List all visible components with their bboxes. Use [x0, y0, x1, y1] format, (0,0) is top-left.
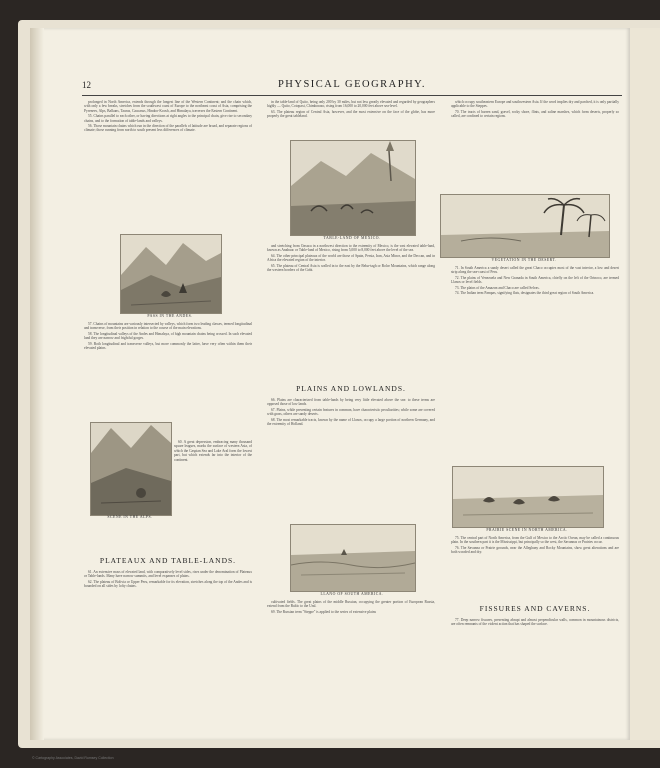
- paragraph: 70. The tracts of barren sand, gravel, rocky shore, flints, and saline marshes, which form deserts, properly so called, are confined to certain regions.: [451, 109, 619, 119]
- column-1-middle: [84, 322, 252, 351]
- paragraph: 61. An extensive mass of elevated land, with comparatively level sides, rises under the denomination of Plateaux or Table-lands. Many have narrow summits, and level expanses of plains.: [84, 570, 252, 579]
- paragraph: 63. The plateau region of Central Asia, however, and the most extensive on the face of the globe, has more properly the great tableland.: [267, 109, 435, 119]
- paragraph: 64. The other principal plateaux of the world are those of Spain, Persia, Iran, Asia Minor, and the Deccan, and in Africa the elevated region of the interior.: [267, 253, 435, 263]
- paragraph: which occupy southeastern Europe and southwestern Asia. If the word implies dry and parched, it is only partially applicable to the Steppes.: [451, 100, 619, 109]
- paragraph: 69. The Russian term "Steppe" is applied to the series of extensive plains: [271, 609, 376, 614]
- collection-credit: © Cartography Associates, David Rumsey Collection: [32, 756, 114, 760]
- column-3-middle: [451, 266, 619, 296]
- header-rule: [82, 95, 622, 96]
- engraving-pass-in-the-andes: [120, 234, 222, 314]
- caption-prairie-scene: PRAIRIE SCENE IN NORTH AMERICA.: [486, 528, 568, 532]
- paragraph: 57. Chains of mountains are variously intersected by valleys, which form two leading classes, termed longitudinal and transverse, from their position in relation to the course of the main elevations.: [84, 322, 252, 331]
- paragraph: 55. Chains parallel to each other, or having directions at right angles to the principal chain, give rise to secondary chains, and to the formation of table-lands and valleys.: [84, 114, 252, 123]
- paragraph: 60. A great depression, embracing many thousand square leagues, marks the surface of western Asia, of which the Caspian Sea and Lake Aral form the lowest part, but which extends far into the interior of the continent.: [174, 440, 252, 462]
- paragraph: cultivated fields. The great plains of the middle Russian, occupying the greater portion of European Russia, extend from the Baltic to the Ural.: [267, 600, 435, 609]
- paragraph: and stretching from Oaxaca in a northwest direction to the extremity of Mexico, is the vast elevated table-land, known as Anahuac or Table-land of Mexico, rising from 5,000 to 8,000 feet above the level of the sea.: [267, 244, 435, 253]
- section-heading-plateaux: PLATEAUX AND TABLE-LANDS.: [99, 556, 237, 565]
- column-2: [267, 100, 435, 120]
- facing-page-edge: [628, 28, 660, 740]
- page-header: [82, 80, 622, 94]
- column-1-side-text: [174, 440, 252, 463]
- caption-pass-in-the-andes: PASS IN THE ANDES.: [147, 314, 193, 318]
- running-title: PHYSICAL GEOGRAPHY.: [277, 79, 427, 90]
- engraving-prairie-scene: [452, 466, 604, 528]
- column-1-bottom: [84, 570, 252, 590]
- engraving-llano-of-south-america: [290, 524, 416, 592]
- paragraph: 62. The plateau of Bolivia or Upper Peru, remarkable for its elevation, stretches along the top of the Andes and is bounded on all sides by lofty chains.: [84, 579, 252, 589]
- paragraph: 71. In South America a sandy desert called the great Chaco occupies most of the vast interior, a low and desert strip along the sea-coast of Peru.: [451, 266, 619, 275]
- paragraph: 59. Both longitudinal and transverse valleys, but more commonly the latter, have very often within them their elevated plains.: [84, 341, 252, 351]
- column-2-bottom: [267, 600, 435, 615]
- paragraph: 74. The Indian term Pampas, signifying flats, designates the third great region of South America.: [455, 291, 595, 296]
- caption-scene-in-the-alps: SCENE IN THE ALPS.: [107, 515, 153, 519]
- caption-table-land-of-mexico: TABLE-LAND OF MEXICO.: [323, 236, 381, 240]
- paragraph: 56. Those mountain chains which run in the direction of the parallels of latitude are broad, and separate regions of climate; those running from north to south present less differences of climate.: [84, 124, 252, 133]
- caption-llano-of-south-america: LLANO OF SOUTH AMERICA.: [320, 592, 384, 596]
- paragraph: 66. Plains are characterized from table-lands by being very little elevated above the sea: to these terms are opposed those of low lands.: [267, 398, 435, 407]
- paragraph: 73. The plains of the Amazon and Chaco are called Selvas.: [455, 285, 540, 290]
- column-1: [84, 100, 252, 134]
- column-2-lower: [267, 398, 435, 427]
- paragraph: 77. Deep narrow fissures, presenting abrupt and almost perpendicular walls, common in mountainous districts, are often remnants of the violent action that has shaped the surface.: [451, 618, 619, 627]
- paragraph: 65. The plateau of Central Asia is walled in to the east by the Belur-tagh or Bolor Mountains, which range along the western borders of the Gobi.: [267, 263, 435, 273]
- paragraph: 76. The Savanna or Prairie grounds, near the Alleghany and Rocky Mountains, show great alterations and are both wooded and dry.: [451, 545, 619, 555]
- paragraph: 58. The longitudinal valleys of the Andes and Himalaya, of high mountain chains being crossed. In such elevated land they are narrow and frightful gorges.: [84, 331, 252, 341]
- engraving-table-land-of-mexico: [290, 140, 416, 236]
- paragraph: in the table-land of Quito, being only 200 by 30 miles, but not less greatly elevated and regarded by geographers highly — Quito, Cotopaxi, Chimborazo, rising from 16,000 to 20,000 feet above sea-level.: [267, 100, 435, 109]
- paragraph: 75. The central part of North America, from the Gulf of Mexico to the Arctic Ocean, may be called a continuous plain. In the southern part it is the Mississippi, but principally so the west, the Savannas or Prairies occur.: [451, 536, 619, 545]
- paragraph: 67. Plains, while presenting certain features in common, have characteristic peculiarities; while some are covered with grass, others are sandy deserts.: [267, 407, 435, 417]
- paragraph: 72. The plains of Venezuela and New Granada in South America, chiefly on the left of the Orinoco, are termed Llanos or level fields.: [451, 275, 619, 285]
- column-3-lower: [451, 536, 619, 556]
- page-gutter: [30, 28, 44, 740]
- column-2-middle: [267, 244, 435, 273]
- paragraph: prolonged in North America, extends through the longest line of the Western Continent; and the chain which, with only a few breaks, stretches from the southwest coast of Europe to the northeast coast of Asia, comprising the Pyrenees, Alps, Balkans, Taurus, Caucasus, Hindoo-Koosh, and Himalaya, traverses the Eastern Continent.: [84, 100, 252, 113]
- section-heading-plains: PLAINS AND LOWLANDS.: [296, 384, 406, 393]
- page-number: 12: [82, 80, 91, 90]
- paragraph: 68. The most remarkable tracts, known by the name of Llanos, occupy a large portion of northern Germany, and the extremity of Holland.: [267, 417, 435, 427]
- column-3-bottom: [451, 618, 619, 628]
- caption-vegetation-in-the-desert: VEGETATION IN THE DESERT.: [491, 258, 557, 262]
- engraving-vegetation-in-the-desert: [440, 194, 610, 258]
- section-heading-fissures: FISSURES AND CAVERNS.: [479, 604, 591, 613]
- engraving-scene-in-the-alps: [90, 422, 172, 516]
- column-3: [451, 100, 619, 120]
